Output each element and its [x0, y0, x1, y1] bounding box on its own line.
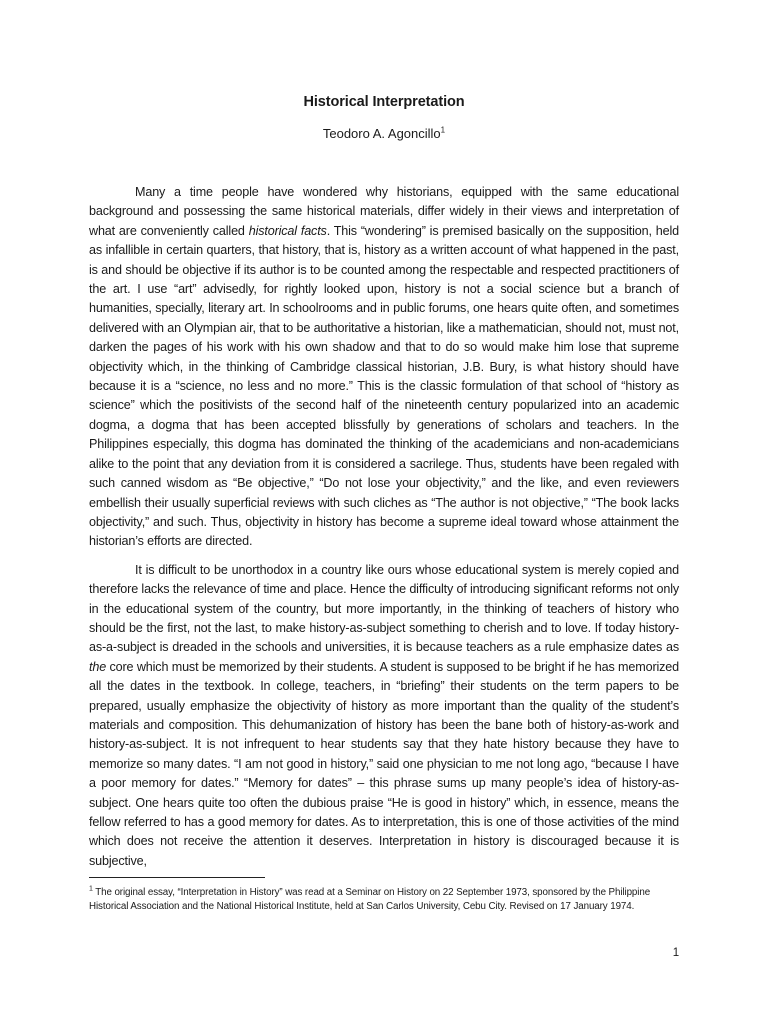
document-title: Historical Interpretation	[303, 94, 465, 110]
emphasis-historical-facts: historical facts	[248, 223, 327, 238]
footnote-marker: 1	[89, 885, 93, 893]
footnote-divider	[89, 877, 265, 878]
paragraph-1: Many a time people have wondered why historians, equipped with the same educational background and possessing the same historical materials, differ widely in their views and interpretation of what are conveniently called historical facts. This “wondering” is premised basically on the supposition, held as infallible in certain quarters, that history, that is, history as a written account of what happened in the past, is and should be objective if its author is to be counted among the respectable and respected practitioners of the art. I use “art” advisedly, for rightly looked upon, history is not a social science but a branch of humanities, specially, literary art. In schoolrooms and in public forums, one hears quite often, and sometimes delivered with an Olympian air, that to be authoritative a historian, like a mathematician, should not, must not, darken the pages of his work with his own shadow and that to do so would make him lose that supreme objectivity which, in the thinking of Cambridge classical historian, J.B. Bury, is what history should have because it is a “science, no less and no more.” This is the classic formulation of that school of “history as science” which the positivists of the second half of the nineteenth century popularized into an academic dogma, a dogma that has been accepted blissfully by generations of scholars and teachers. In the Philippines especially, this dogma has dominated the thinking of the academicians and non-academicians alike to the point that any deviation from it is considered a sacrilege. Thus, students have been regaled with such canned wisdom as “Be objective,” “Do not lose your objectivity,” and the like, and even reviewers embellish their usually superficial reviews with such cliches as “The author is not objective,” “The book lacks objectivity,” and such. Thus, objectivity in history has become a supreme ideal toward whose attainment the historian’s efforts are directed.	[89, 185, 680, 549]
author-line	[0, 126, 768, 141]
author-name: Teodoro A. Agoncillo	[322, 126, 441, 141]
footnote-reference[interactable]: 1	[440, 125, 446, 135]
paragraph-2: It is difficult to be unorthodox in a country like ours whose educational system is merely copied and therefore lacks the relevance of time and place. Hence the difficulty of introducing significant reforms not only in the educational system of the country, but more importantly, in the thinking of teachers of history who should be the first, not the last, to make history-as-subject something to cherish and to love. If today history-as-a-subject is dreaded in the schools and universities, it is because teachers as a rule emphasize dates as the core which must be memorized by their students. A student is supposed to be bright if he has memorized all the dates in the textbook. In college, teachers, in “briefing” their students on the term papers to be prepared, usually emphasize the objectivity of history as more important than the quality of the student’s materials and composition. This dehumanization of history has been the bane both of history-as-work and history-as-subject. It is not infrequent to hear students say that they hate history because they have to memorize so many dates. “I am not good in history,” said one physician to me not long ago, “because I have a poor memory for dates.” “Memory for dates” – this phrase sums up many people’s idea of history-as-subject. One hears quite too often the dubious praise “He is good in history” which, in essence, means the fellow referred to has a good memory for dates. As to interpretation, this is one of those activities of the mind which does not receive the attention it deserves. Interpretation in history is discouraged because it is subjective,	[89, 562, 679, 868]
footnote-text: The original essay, “Interpretation in History” was read at a Seminar on History on 22 September 1973, sponsored by the Philippine Historical Association and the National Historical Institute, held at San Carlos University, Cebu City. Revised on 17 January 1974.	[89, 887, 651, 913]
body-text	[89, 183, 679, 880]
emphasis-the: the	[89, 659, 107, 674]
page-number: 1	[672, 947, 680, 959]
footnote	[89, 886, 681, 915]
